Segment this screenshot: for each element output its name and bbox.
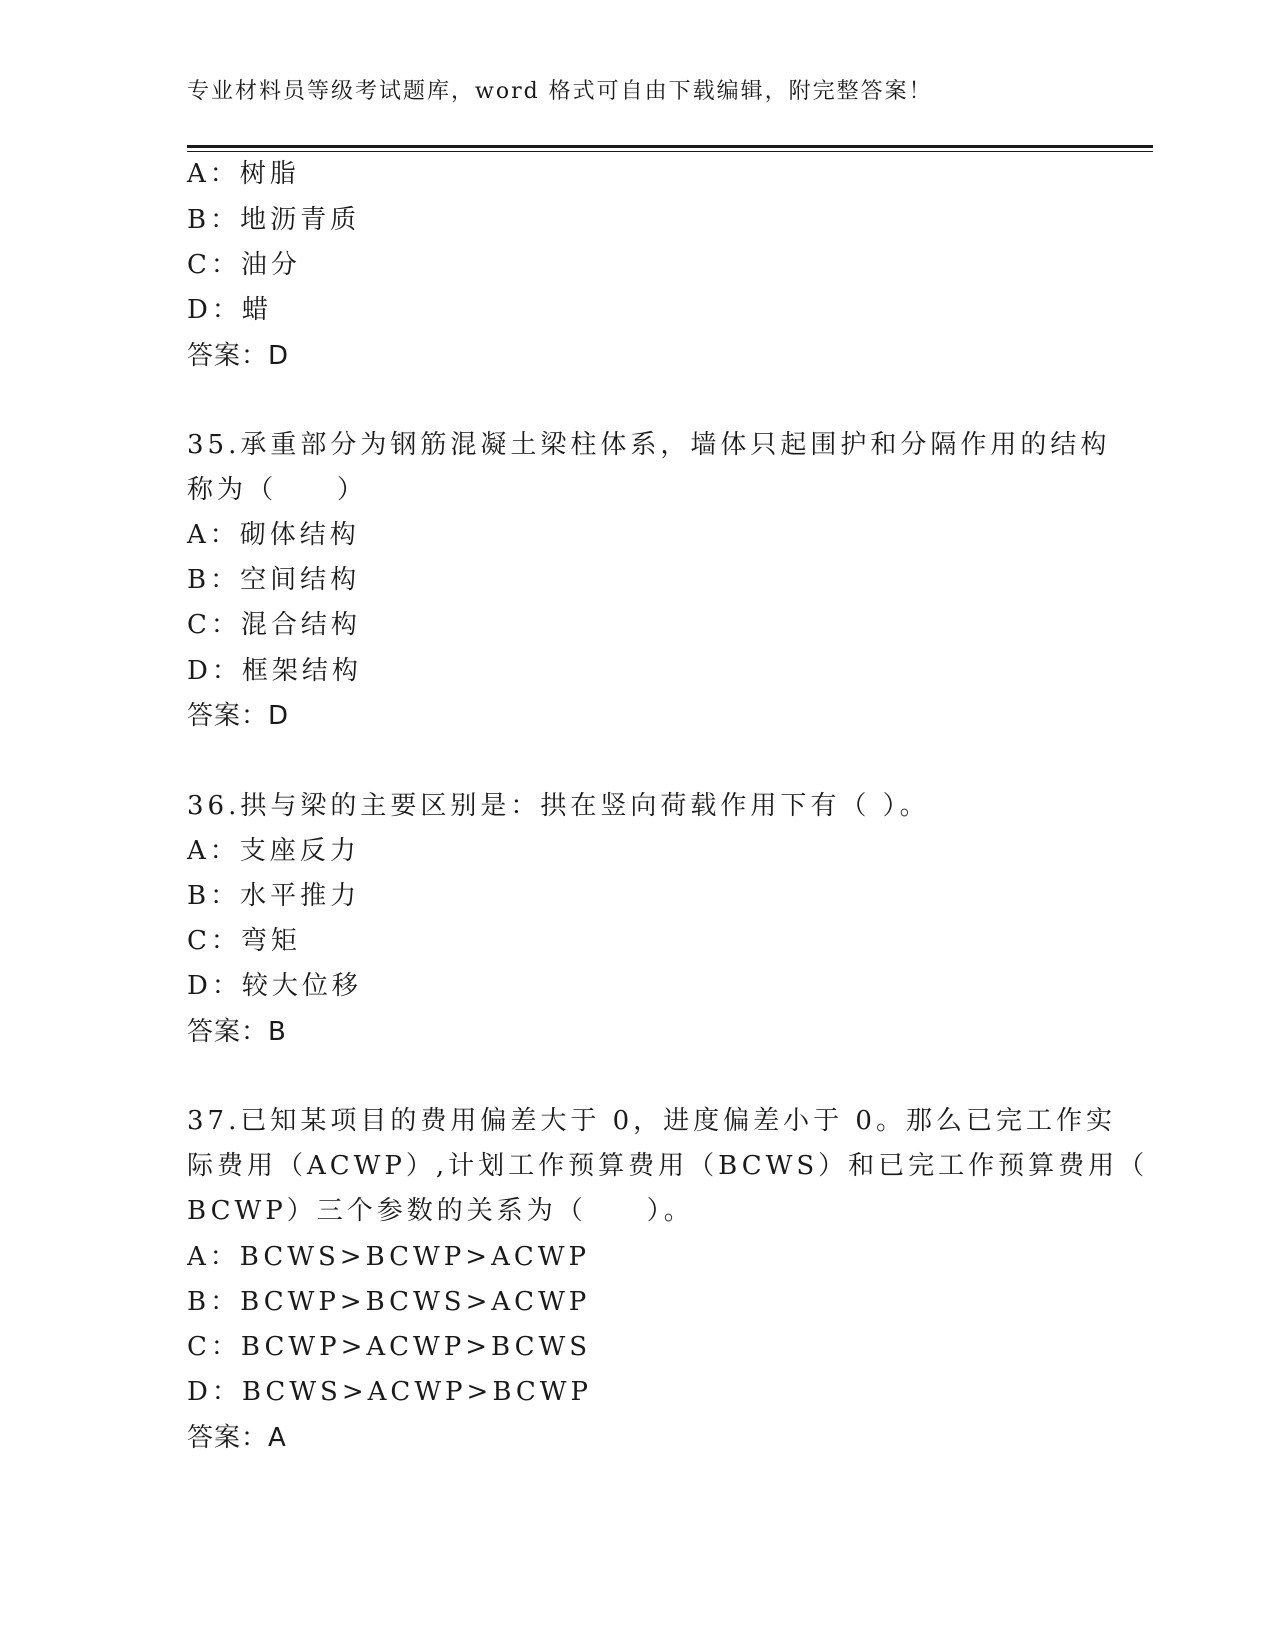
q35-option-b: B：空间结构 [187,565,361,595]
q35-option-d: D：框架结构 [187,656,362,686]
q35-option-a: A：砌体结构 [187,520,360,550]
header-rule-thin [187,151,1153,152]
q37-option-c: C：BCWP>ACWP>BCWS [187,1332,592,1362]
page-header: 专业材料员等级考试题库，word 格式可自由下载编辑，附完整答案！ [187,79,933,104]
q34-option-a: A：树脂 [187,159,300,189]
q37-option-d: D：BCWS>ACWP>BCWP [187,1377,593,1407]
q34-option-c: C：油分 [187,250,301,280]
q34-answer: 答案：D [187,341,290,371]
header-rule-thick [187,145,1153,148]
q35-stem-line2: 称为（ ） [187,475,368,505]
q37-stem-line3: BCWP）三个参数的关系为（ ）。 [187,1196,694,1226]
q36-option-c: C：弯矩 [187,926,301,956]
q36-option-b: B：水平推力 [187,881,361,911]
q34-option-d: D：蜡 [187,295,272,325]
q37-option-b: B：BCWP>BCWS>ACWP [187,1287,591,1317]
q35-stem-line1: 35.承重部分为钢筋混凝土梁柱体系，墙体只起围护和分隔作用的结构 [187,430,1111,460]
q37-stem-line2: 际费用（ACWP）,计划工作预算费用（BCWS）和已完工作预算费用（ [187,1151,1149,1181]
q35-answer: 答案：D [187,701,290,731]
q36-option-d: D：较大位移 [187,971,362,1001]
q36-stem-line1: 36.拱与梁的主要区别是：拱在竖向荷载作用下有（ ）。 [187,791,930,821]
q36-answer: 答案：B [187,1017,287,1047]
q35-option-c: C：混合结构 [187,610,361,640]
q34-option-b: B：地沥青质 [187,205,361,235]
q37-stem-line1: 37.已知某项目的费用偏差大于 0，进度偏差小于 0。那么已完工作实 [187,1106,1116,1136]
q36-option-a: A：支座反力 [187,836,360,866]
q37-option-a: A：BCWS>BCWP>ACWP [187,1242,590,1272]
q37-answer: 答案：A [187,1423,287,1453]
